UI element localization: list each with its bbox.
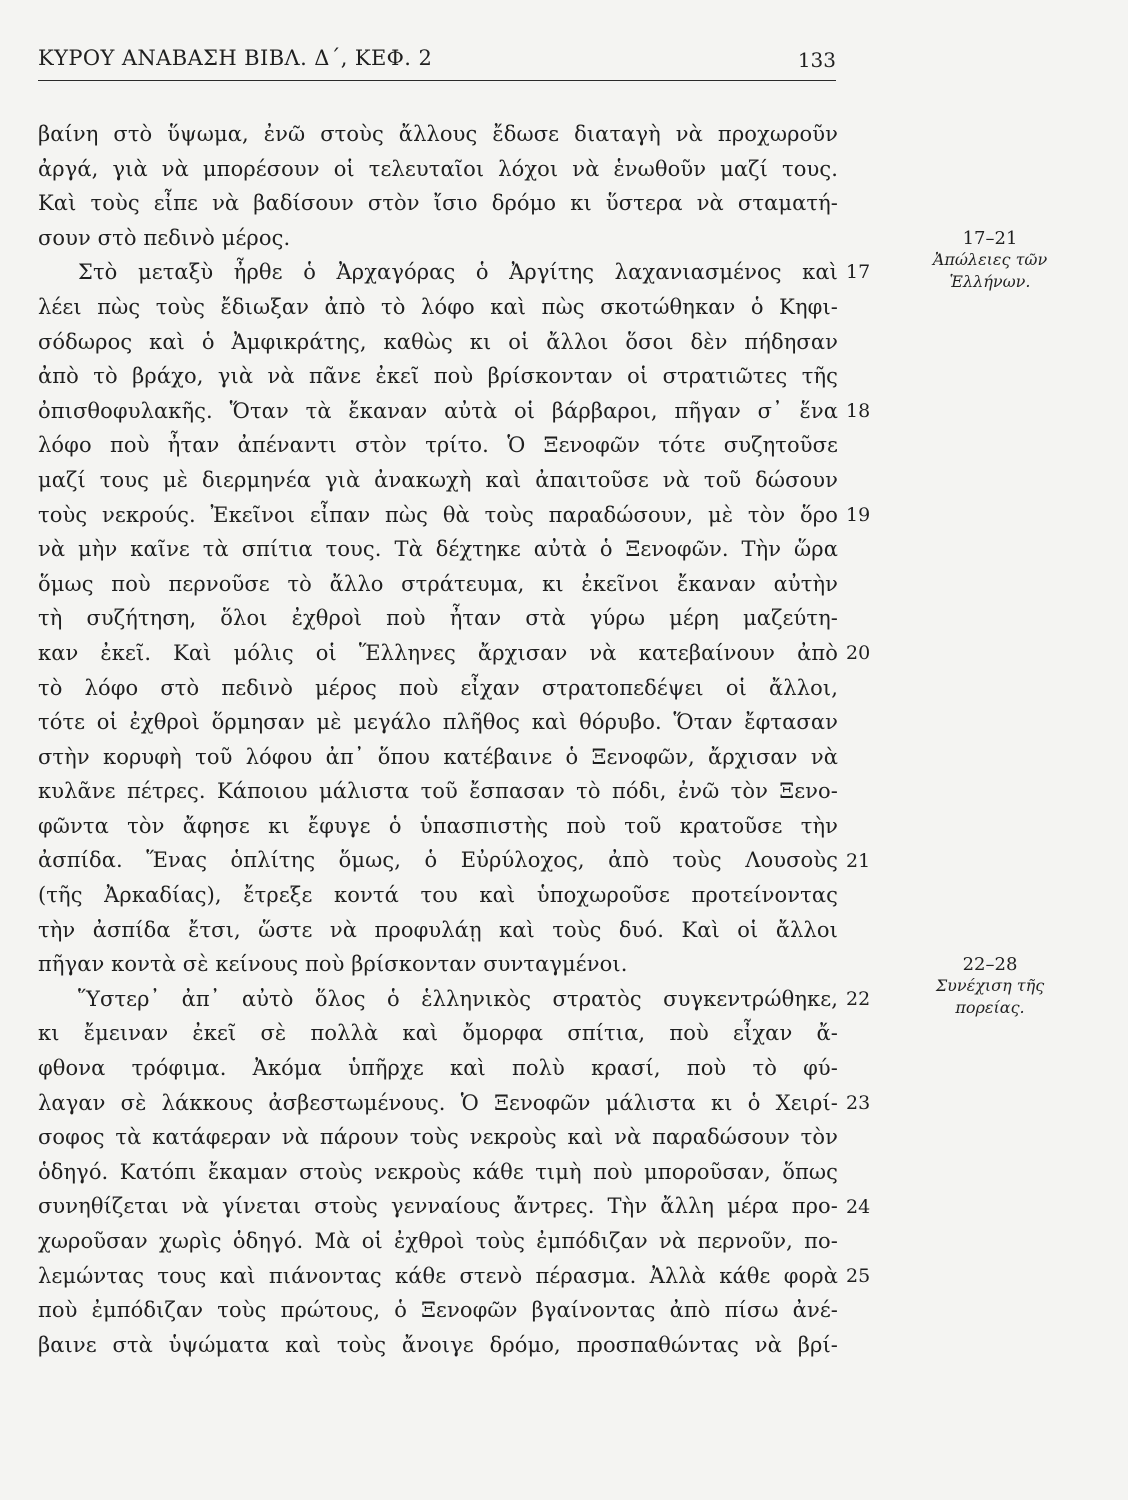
sidenote-title-line: Ἀπώλειες τῶν — [932, 250, 1048, 269]
text-line: ὁδηγό. Κατόπι ἔκαμαν στοὺς νεκροὺς κάθε τιμὴ ποὺ μποροῦσαν, ὅπως — [38, 1159, 838, 1184]
sidenote-title-line: Συνέχιση τῆς — [935, 976, 1045, 995]
body-text — [38, 117, 838, 1362]
section-number: 22 — [846, 988, 871, 1010]
text-line: λεμώντας τους καὶ πιάνοντας κάθε στενὸ πέρασμα. Ἀλλὰ κάθε φορὰ — [38, 1263, 838, 1288]
sidenote-title-line: πορείας. — [955, 998, 1025, 1017]
text-line: μαζί τους μὲ διερμηνέα γιὰ ἀνακωχὴ καὶ ἀπαιτοῦσε νὰ τοῦ δώσουν — [38, 467, 838, 492]
text-line: πῆγαν κοντὰ σὲ κείνους ποὺ βρίσκονταν συνταγμένοι. — [38, 952, 628, 977]
text-line: στὴν κορυφὴ τοῦ λόφου ἀπ᾽ ὅπου κατέβαινε ὁ Ξενοφῶν, ἄρχισαν νὰ — [38, 744, 838, 769]
text-line: τότε οἱ ἐχθροὶ ὅρμησαν μὲ μεγάλο πλῆθος καὶ θόρυβο. Ὅταν ἔφτασαν — [38, 710, 838, 735]
text-line: νὰ μὴν καῖνε τὰ σπίτια τους. Τὰ δέχτηκε αὐτὰ ὁ Ξενοφῶν. Τὴν ὥρα — [38, 537, 838, 562]
sidenote-march — [890, 954, 1090, 1019]
sidenote-range: 22–28 — [962, 954, 1018, 975]
text-line: ὅμως ποὺ περνοῦσε τὸ ἄλλο στράτευμα, κι ἐκεῖνοι ἔκαναν αὐτὴν — [38, 571, 838, 596]
text-line: τοὺς νεκρούς. Ἐκεῖνοι εἶπαν πὼς θὰ τοὺς παραδώσουν, μὲ τὸν ὅρο — [38, 502, 838, 527]
text-line: ἀπὸ τὸ βράχο, γιὰ νὰ πᾶνε ἐκεῖ ποὺ βρίσκονταν οἱ στρατιῶτες τῆς — [38, 364, 838, 389]
text-line: τὸ λόφο στὸ πεδινὸ μέρος ποὺ εἶχαν στρατοπεδέψει οἱ ἄλλοι, — [38, 675, 838, 700]
section-number: 18 — [846, 399, 871, 422]
text-line: βαινε στὰ ὑψώματα καὶ τοὺς ἄνοιγε δρόμο, προσπαθώντας νὰ βρί- — [38, 1332, 838, 1357]
text-line: τὴν ἀσπίδα ἔτσι, ὥστε νὰ προφυλάῃ καὶ τοὺς δυό. Καὶ οἱ ἄλλοι — [38, 917, 838, 942]
section-number: 17 — [846, 261, 871, 284]
sidenote-title-line: Ἑλλήνων. — [949, 272, 1031, 291]
running-title: ΚΥΡΟΥ ΑΝΑΒΑΣΗ ΒΙΒΛ. Δ΄, ΚΕΦ. 2 — [38, 46, 433, 70]
text-line: (τῆς Ἀρκαδίας), ἔτρεξε κοντά του καὶ ὑποχωροῦσε προτείνοντας — [38, 883, 838, 908]
text-line: καν ἐκεῖ. Καὶ μόλις οἱ Ἕλληνες ἄρχισαν νὰ κατεβαίνουν ἀπὸ — [38, 640, 838, 665]
text-line: χωροῦσαν χωρὶς ὁδηγό. Μὰ οἱ ἐχθροὶ τοὺς ἐμπόδιζαν νὰ περνοῦν, πο- — [38, 1229, 838, 1253]
page-number: 133 — [797, 48, 836, 72]
text-line: λέει πὼς τοὺς ἔδιωξαν ἀπὸ τὸ λόφο καὶ πὼς σκοτώθηκαν ὁ Κηφι- — [38, 294, 838, 319]
text-line: λόφο ποὺ ἦταν ἀπέναντι στὸν τρίτο. Ὁ Ξενοφῶν τότε συζητοῦσε — [38, 433, 838, 458]
text-line: φῶντα τὸν ἄφησε κι ἔφυγε ὁ ὑπασπιστὴς ποὺ τοῦ κρατοῦσε τὴν — [38, 813, 838, 838]
sidenote-range: 17–21 — [962, 228, 1018, 249]
text-line: βαίνη στὸ ὕψωμα, ἐνῶ στοὺς ἄλλους ἔδωσε διαταγὴ νὰ προχωροῦν — [38, 122, 838, 146]
text-line: τὴ συζήτηση, ὅλοι ἐχθροὶ ποὺ ἦταν στὰ γύρω μέρη μαζεύτη- — [38, 606, 838, 631]
text-line: λαγαν σὲ λάκκους ἀσβεστωμένους. Ὁ Ξενοφῶν μάλιστα κι ὁ Χειρί- — [38, 1090, 838, 1115]
text-line: Στὸ μεταξὺ ἦρθε ὁ Ἀρχαγόρας ὁ Ἀργίτης λαχανιασμένος καὶ — [78, 260, 838, 285]
text-line: κι ἔμειναν ἐκεῖ σὲ πολλὰ καὶ ὄμορφα σπίτια, ποὺ εἶχαν ἄ- — [38, 1021, 838, 1046]
text-line: σόδωρος καὶ ὁ Ἀμφικράτης, καθὼς κι οἱ ἄλλοι ὅσοι δὲν πήδησαν — [38, 329, 838, 354]
text-line: Ὕστερ᾽ ἀπ᾽ αὐτὸ ὅλος ὁ ἑλληνικὸς στρατὸς συγκεντρώθηκε, — [78, 986, 838, 1011]
text-line: ὀπισθοφυλακῆς. Ὅταν τὰ ἔκαναν αὐτὰ οἱ βάρβαροι, πῆγαν σ᾽ ἕνα — [38, 398, 838, 423]
section-number: 19 — [846, 503, 871, 526]
text-line: Καὶ τοὺς εἶπε νὰ βαδίσουν στὸν ἴσιο δρόμο κι ὕστερα νὰ σταματή- — [38, 191, 838, 216]
sidenote-losses — [890, 228, 1090, 293]
section-number: 25 — [846, 1264, 871, 1287]
text-line: σουν στὸ πεδινὸ μέρος. — [38, 225, 291, 250]
text-line: ἀσπίδα. Ἕνας ὁπλίτης ὅμως, ὁ Εὐρύλοχος, ἀπὸ τοὺς Λουσοὺς — [38, 848, 838, 873]
section-number: 24 — [846, 1195, 871, 1218]
section-number: 21 — [846, 849, 871, 872]
text-line: φθονα τρόφιμα. Ἀκόμα ὑπῆρχε καὶ πολὺ κρασί, ποὺ τὸ φύ- — [38, 1056, 838, 1081]
running-header — [38, 40, 836, 81]
text-line: σοφος τὰ κατάφεραν νὰ πάρουν τοὺς νεκροὺς καὶ νὰ παραδώσουν τὸν — [38, 1125, 838, 1150]
text-line: συνηθίζεται νὰ γίνεται στοὺς γενναίους ἄντρες. Τὴν ἄλλη μέρα προ- — [38, 1194, 838, 1219]
text-line: ἀργά, γιὰ νὰ μπορέσουν οἱ τελευταῖοι λόχοι νὰ ἑνωθοῦν μαζί τους. — [38, 156, 838, 181]
text-line: κυλᾶνε πέτρες. Κάποιου μάλιστα τοῦ ἔσπασαν τὸ πόδι, ἐνῶ τὸν Ξενο- — [38, 779, 838, 804]
section-number: 20 — [846, 642, 871, 664]
section-number: 23 — [846, 1091, 871, 1114]
text-line: ποὺ ἐμπόδιζαν τοὺς πρώτους, ὁ Ξενοφῶν βγαίνοντας ἀπὸ πίσω ἀνέ- — [38, 1298, 838, 1323]
